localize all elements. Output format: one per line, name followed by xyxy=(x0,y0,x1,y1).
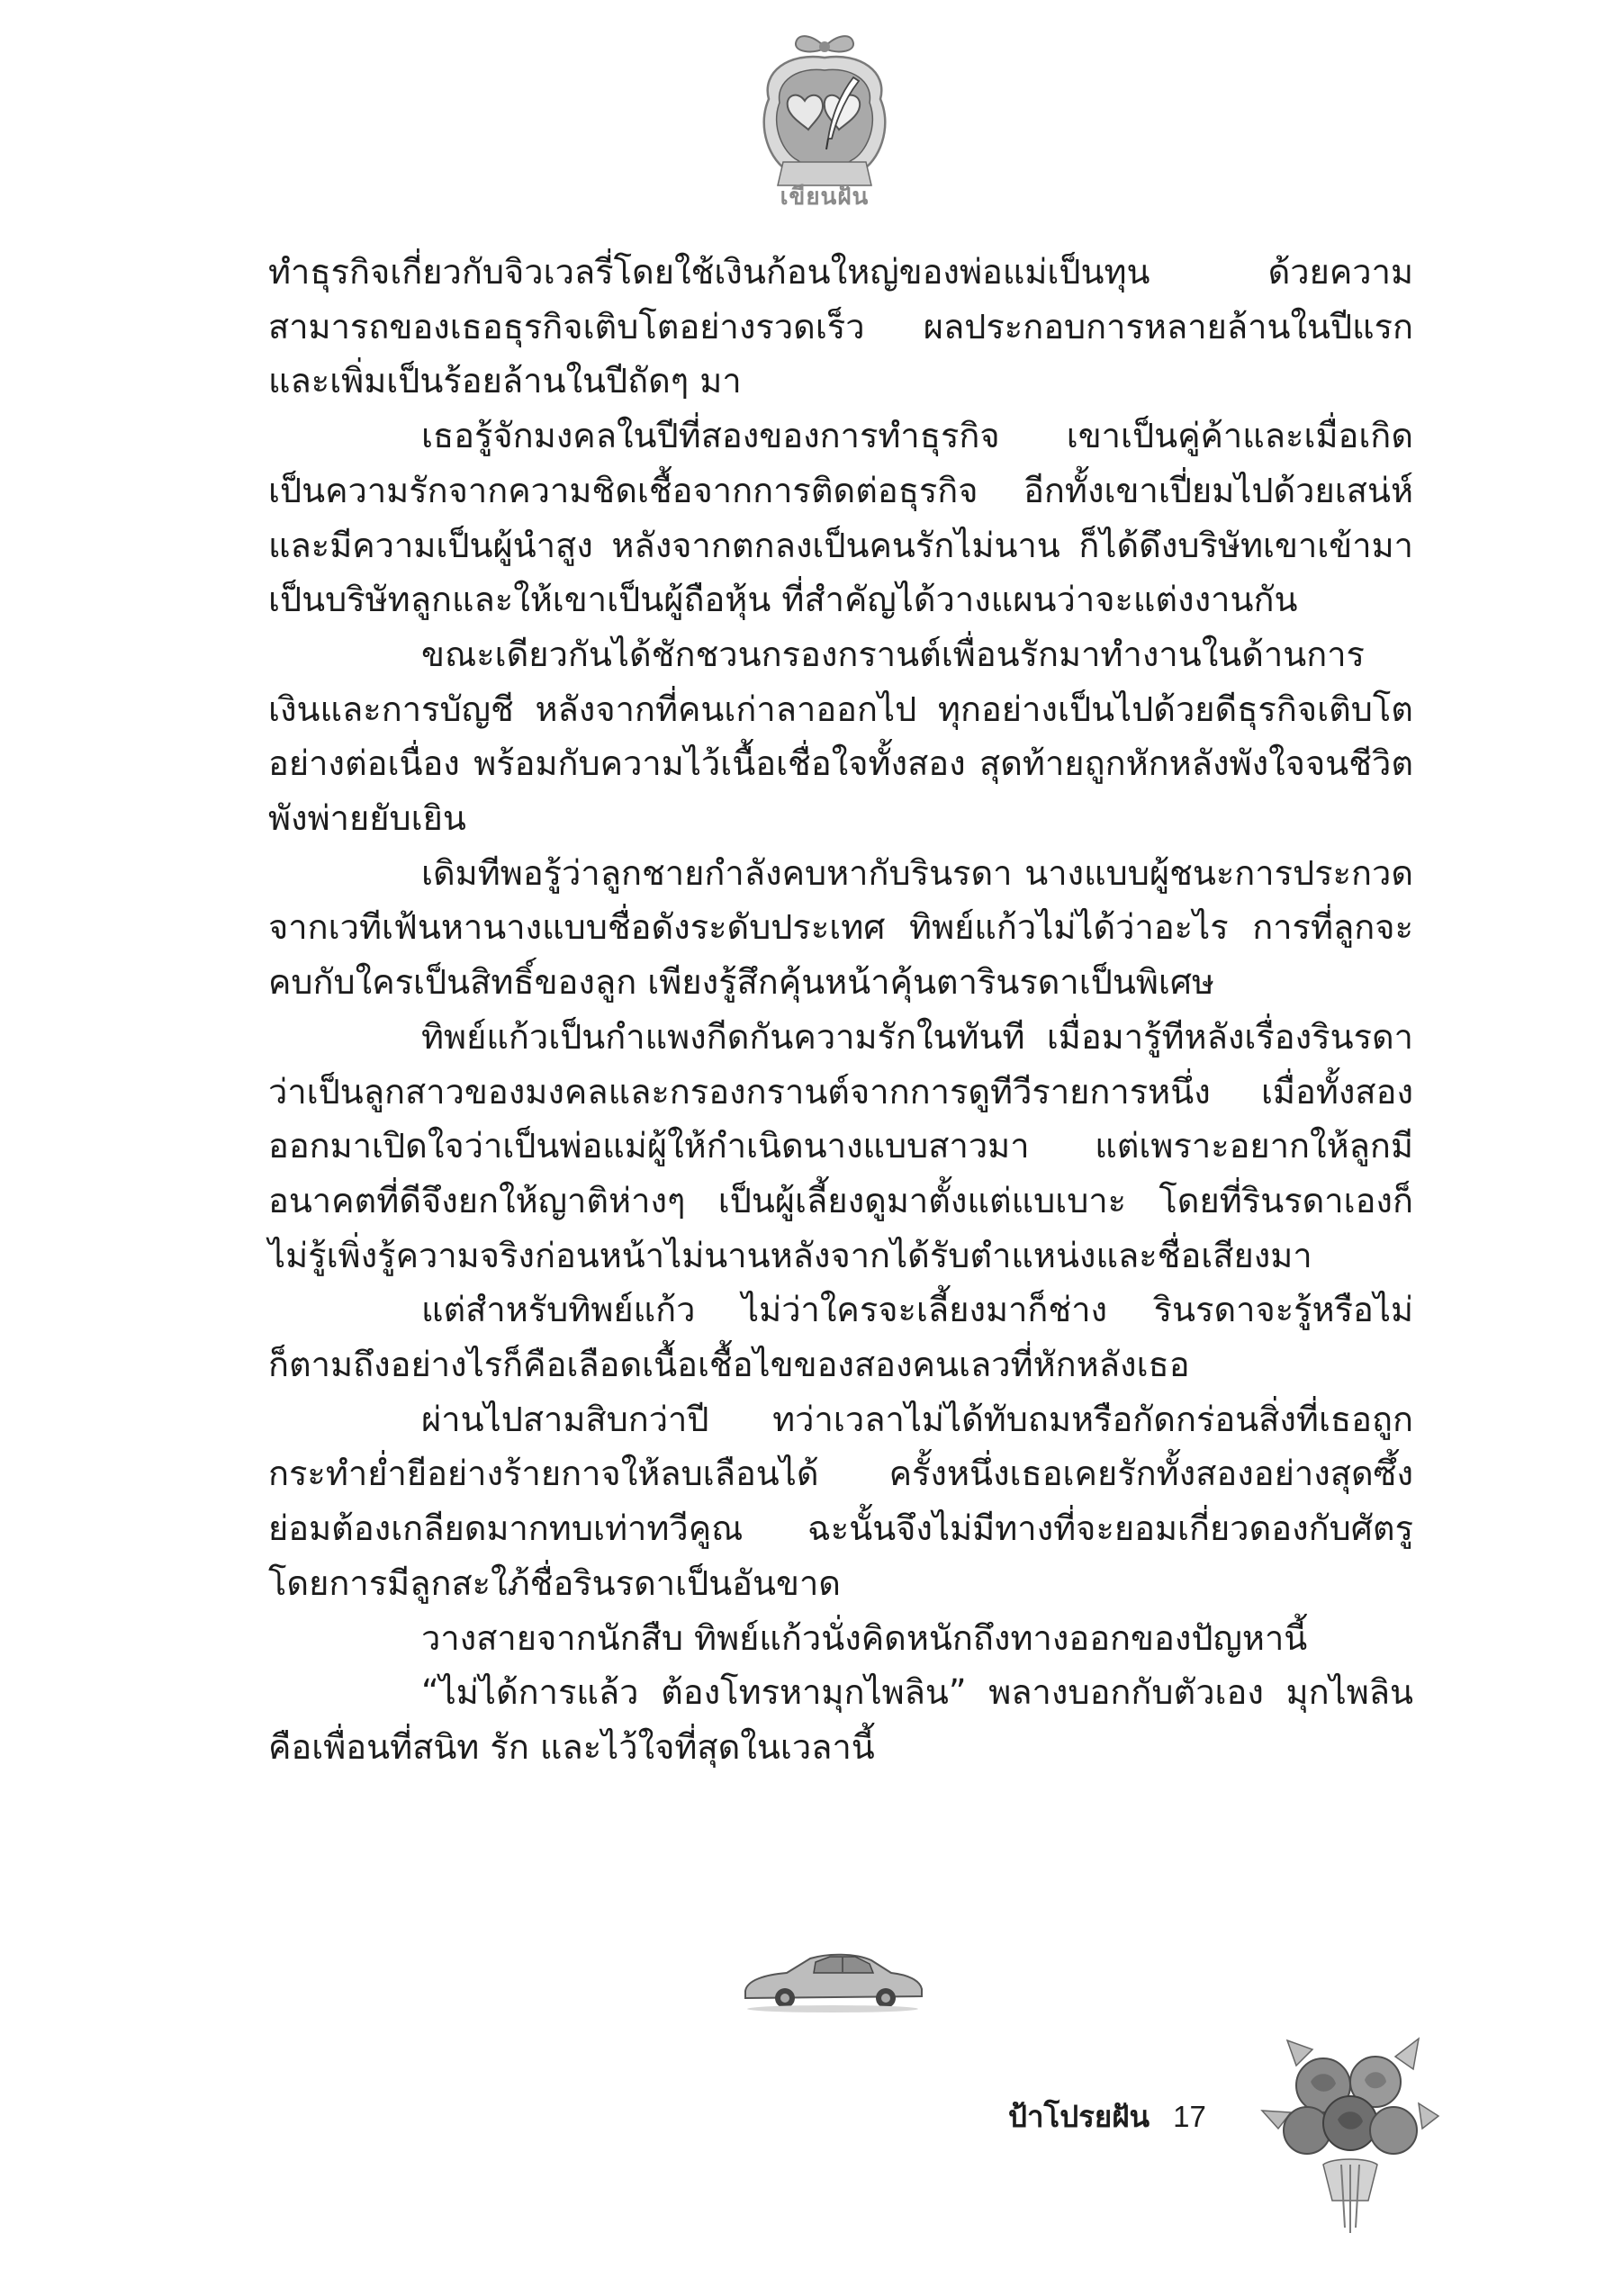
page-number: 17 xyxy=(1173,2100,1206,2133)
paragraph: ขณะเดียวกันได้ชักชวนกรองกรานต์เพื่อนรักมาทำงานในด้านการเงินและการบัญชี หลังจากที่คนเก่าลาออกไป ทุกอย่างเป็นไปด้วยดีธุรกิจเติบโตอย่างต่อเนื่อง พร้อมกับความไว้เนื้อเชื่อใจทั้งสอง สุดท้ายถูกหักหลังพังใจจนชีวิตพังพ่ายยับเยิน xyxy=(268,634,1413,839)
paragraph: เดิมทีพอรู้ว่าลูกชายกำลังคบหากับรินรดา นางแบบผู้ชนะการประกวดจากเวทีเฟ้นหานางแบบชื่อดังระดับประเทศ ทิพย์แก้วไม่ได้ว่าอะไร การที่ลูกจะคบกับใครเป็นสิทธิ์ของลูก เพียงรู้สึกคุ้นหน้าคุ้นตารินรดาเป็นพิเศษ xyxy=(268,852,1413,1003)
paragraph: “ไม่ได้การแล้ว ต้องโทรหามุกไพลิน” พลางบอกกับตัวเอง มุกไพลินคือเพื่อนที่สนิท รัก และไว้ใจที่สุดในเวลานี้ xyxy=(268,1672,1413,1767)
page-footer xyxy=(1008,2093,1206,2138)
paragraph: วางสายจากนักสืบ ทิพย์แก้วนั่งคิดหนักถึงทางออกของปัญหานี้ xyxy=(421,1617,1308,1658)
paragraph: ทำธุรกิจเกี่ยวกับจิวเวลรี่โดยใช้เงินก้อนใหญ่ของพ่อแม่เป็นทุน ด้วยความสามารถของเธอธุรกิจเติบโตอย่างรวดเร็ว ผลประกอบการหลายล้านในปีแรกและเพิ่มเป็นร้อยล้านในปีถัดๆ มา xyxy=(268,252,1413,401)
chapter-text xyxy=(268,245,1413,1775)
paragraph: ทิพย์แก้วเป็นกำแพงกีดกันความรักในทันที เมื่อมารู้ทีหลังเรื่องรินรดาว่าเป็นลูกสาวของมงคลและกรองกรานต์จากการดูทีวีรายการหนึ่ง เมื่อทั้งสองออกมาเปิดใจว่าเป็นพ่อแม่ผู้ให้กำเนิดนางแบบสาวมา แต่เพราะอยากให้ลูกมีอนาคตที่ดีจึงยกให้ญาติห่างๆ เป็นผู้เลี้ยงดูมาตั้งแต่แบเบาะ โดยที่รินรดาเองก็ไม่รู้เพิ่งรู้ความจริงก่อนหน้าไม่นานหลังจากได้รับตำแหน่งและชื่อเสียงมา xyxy=(268,1016,1413,1275)
emblem-label: เขียนฝัน xyxy=(780,184,870,211)
roses-icon xyxy=(1260,2030,1440,2237)
car-icon xyxy=(738,1944,927,2016)
paragraph: เธอรู้จักมงคลในปีที่สองของการทำธุรกิจ เขาเป็นคู่ค้าและเมื่อเกิดเป็นความรักจากความชิดเชื้อจากการติดต่อธุรกิจ อีกทั้งเขาเปี่ยมไปด้วยเสน่ห์และมีความเป็นผู้นำสูง หลังจากตกลงเป็นคนรักไม่นาน ก็ได้ดึงบริษัทเขาเข้ามาเป็นบริษัทลูกและให้เขาเป็นผู้ถือหุ้น ที่สำคัญได้วางแผนว่าจะแต่งงานกัน xyxy=(268,416,1413,620)
book-title: ป้าโปรยฝัน xyxy=(1008,2099,1150,2134)
paragraph: ผ่านไปสามสิบกว่าปี ทว่าเวลาไม่ได้ทับถมหรือกัดกร่อนสิ่งที่เธอถูกกระทำย่ำยีอย่างร้ายกาจให้ลบเลือนได้ ครั้งหนึ่งเธอเคยรักทั้งสองอย่างสุดซึ้งย่อมต้องเกลียดมากทบเท่าทวีคูณ ฉะนั้นจึงไม่มีทางที่จะยอมเกี่ยวดองกับศัตรู โดยการมีลูกสะใภ้ชื่อรินรดาเป็นอันขาด xyxy=(268,1399,1413,1603)
heart-quill-emblem-icon xyxy=(753,27,897,221)
paragraph: แต่สำหรับทิพย์แก้ว ไม่ว่าใครจะเลี้ยงมาก็ช่าง รินรดาจะรู้หรือไม่ก็ตามถึงอย่างไรก็คือเลือดเนื้อเชื้อไขของสองคนเลวที่หักหลังเธอ xyxy=(268,1290,1413,1385)
